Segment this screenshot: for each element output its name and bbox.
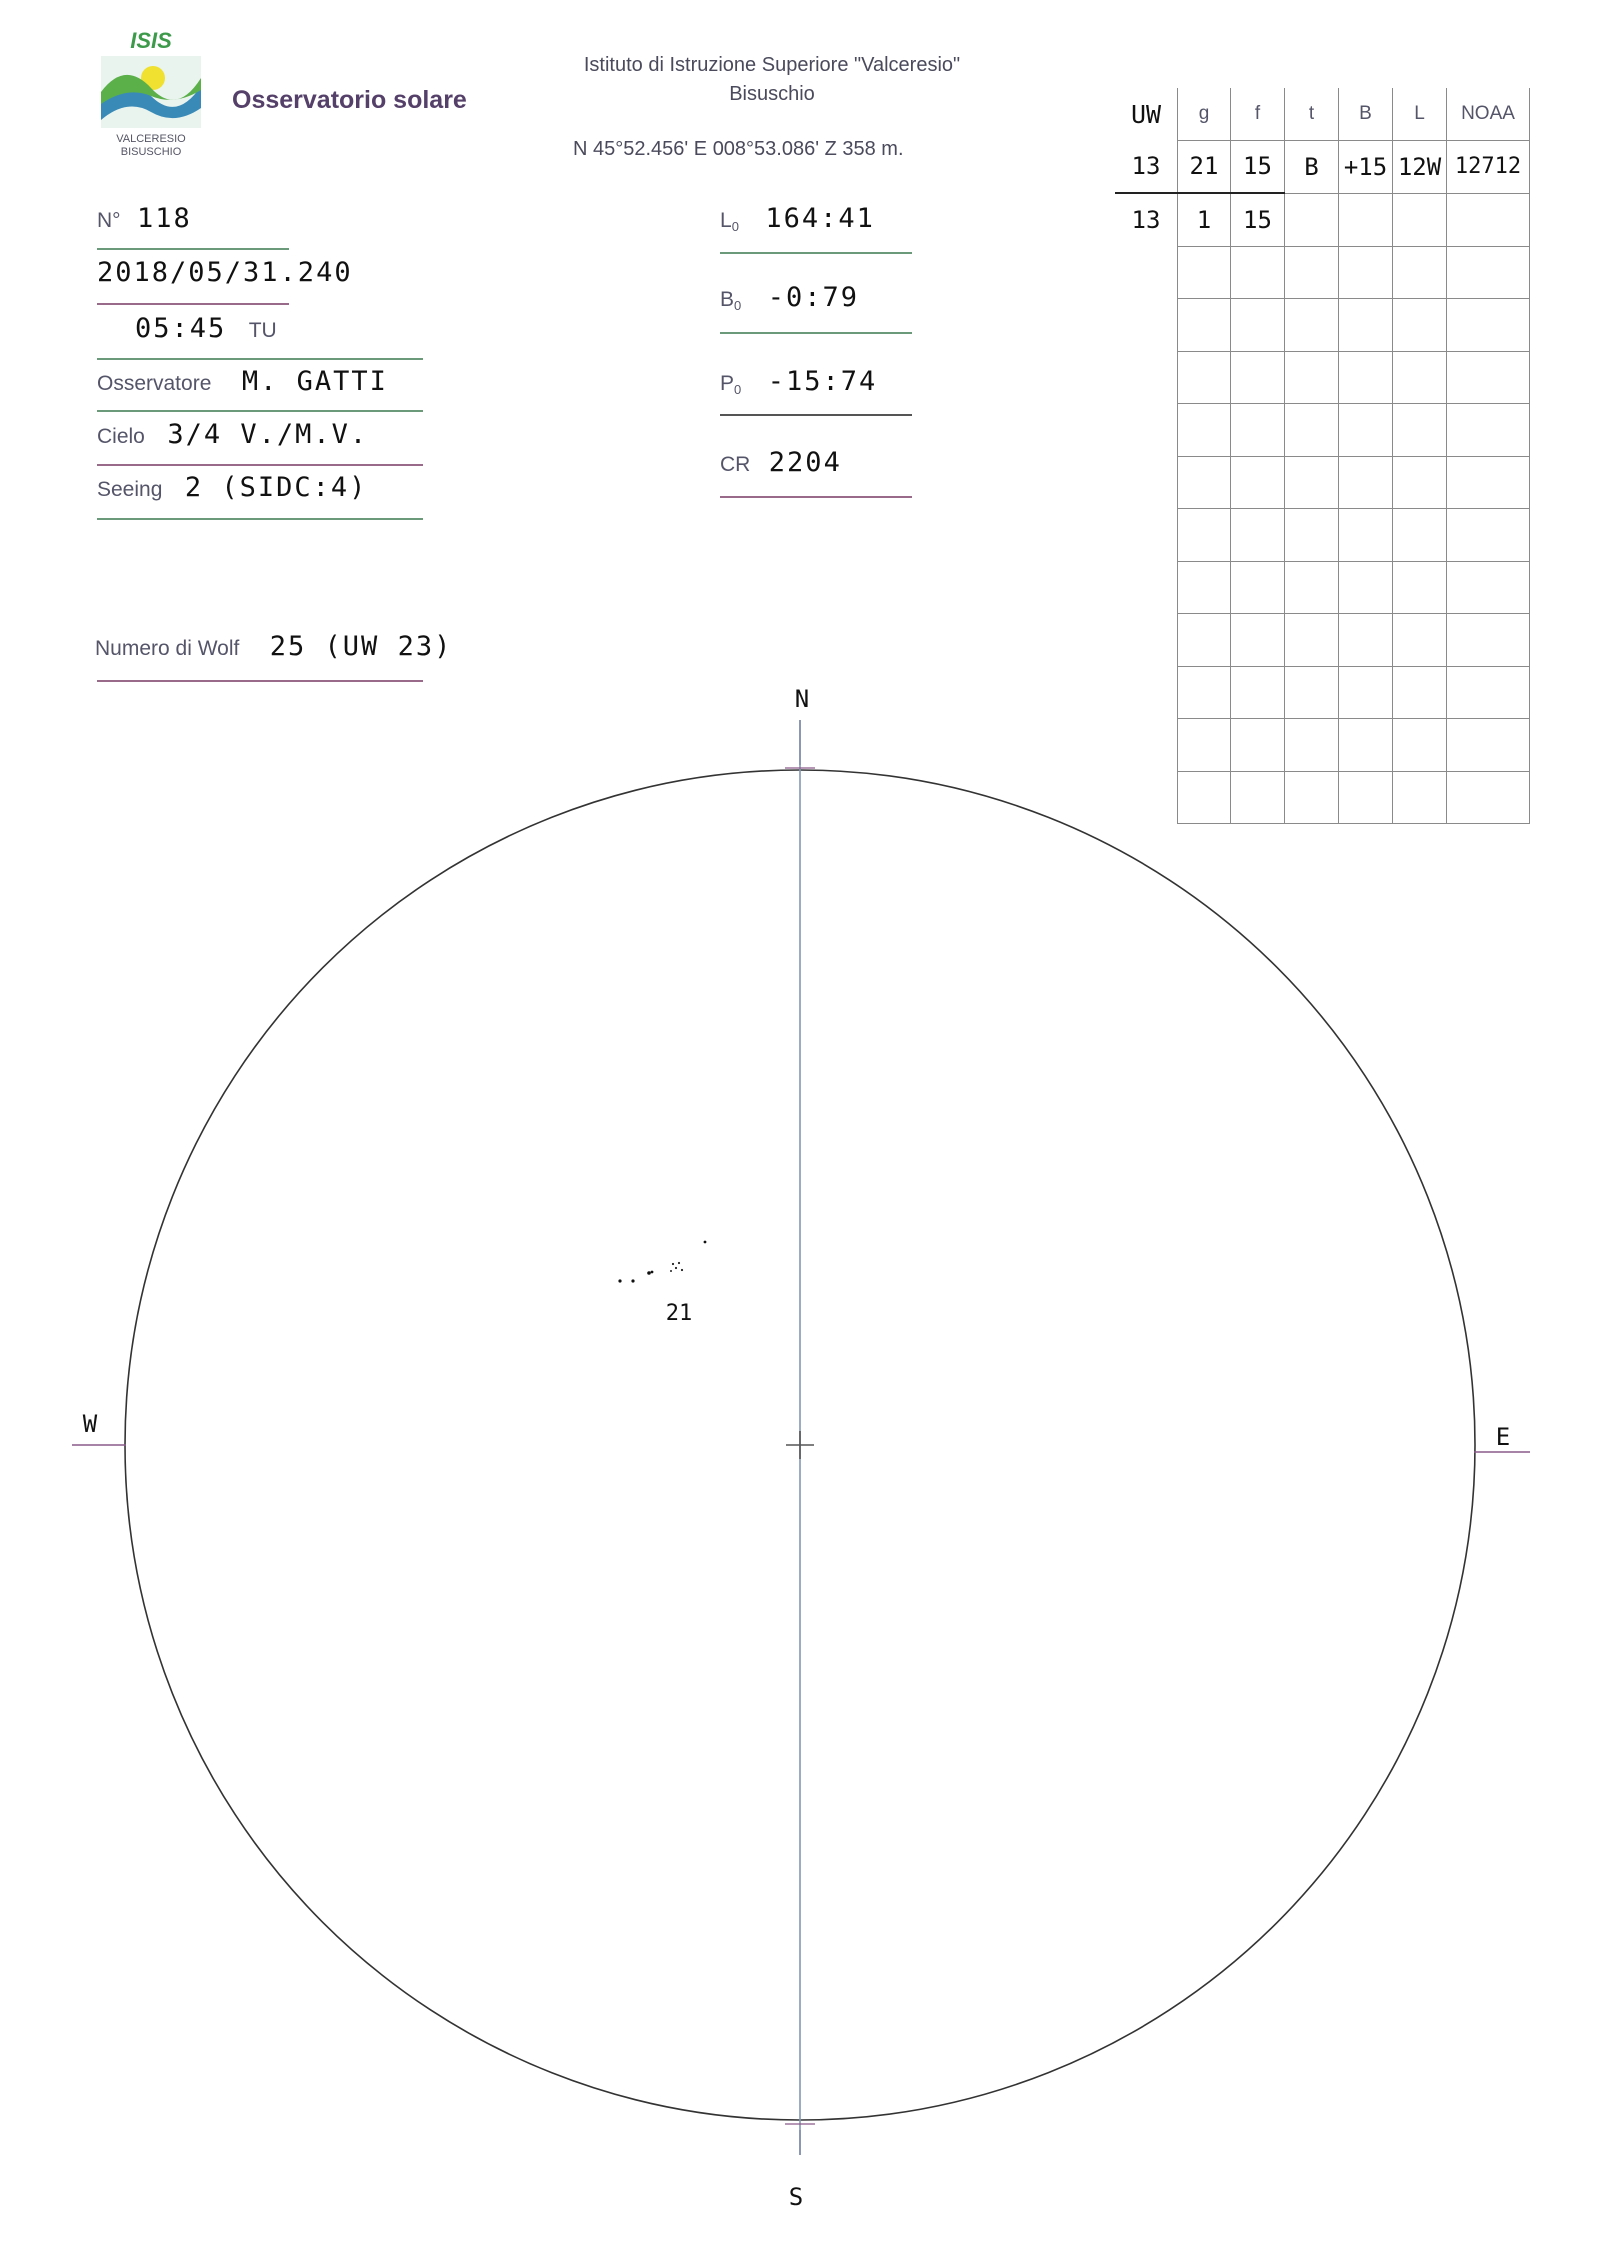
- p0-subscript: 0: [734, 382, 742, 398]
- logo-caption-1: VALCERESIO: [116, 133, 186, 145]
- sunspot-group-21: [618, 1241, 706, 1326]
- header-g: g: [1178, 88, 1231, 140]
- b0-value: -0:79: [767, 282, 859, 313]
- time-unit: TU: [248, 319, 277, 342]
- south-label: S: [788, 2183, 804, 2211]
- seeing-label: Seeing: [97, 478, 163, 501]
- p0-label: P: [720, 372, 735, 395]
- wolf-label: Numero di Wolf: [95, 637, 240, 660]
- header-l: L: [1393, 88, 1447, 140]
- observation-date: 2018/05/31.240: [97, 257, 353, 288]
- cell-f: 15: [1231, 193, 1285, 246]
- school-town: Bisuschio: [729, 83, 815, 105]
- observer-label: Osservatore: [97, 372, 212, 395]
- cell-l: 12W: [1393, 140, 1447, 193]
- sunspot: [618, 1279, 621, 1282]
- observation-number: 118: [137, 203, 192, 234]
- cell-uw: 13: [1131, 206, 1161, 234]
- north-label: N: [794, 685, 810, 713]
- cell-g: 21: [1178, 140, 1231, 193]
- cell-b: +15: [1339, 140, 1393, 193]
- seeing-value: 2 (SIDC:4): [184, 472, 368, 503]
- b0-subscript: 0: [734, 298, 742, 314]
- logo-caption-2: BISUSCHIO: [120, 146, 182, 158]
- header-noaa: NOAA: [1447, 88, 1530, 140]
- sunspot-group-label: 21: [665, 1301, 693, 1326]
- cr-label: CR: [720, 453, 751, 476]
- school-name: Istituto di Istruzione Superiore "Valceresio": [583, 54, 961, 76]
- cell-noaa: 12712: [1447, 140, 1530, 193]
- sunspot: [678, 1262, 680, 1264]
- header-t: t: [1285, 88, 1339, 140]
- l0-subscript: 0: [731, 219, 739, 235]
- l0-label: L: [720, 209, 732, 232]
- sunspot: [681, 1269, 683, 1271]
- sky-label: Cielo: [97, 425, 145, 448]
- sunspot: [672, 1263, 674, 1265]
- east-label: E: [1495, 1423, 1511, 1451]
- sunspot: [675, 1267, 677, 1269]
- logo-text: ISIS: [130, 30, 172, 53]
- cr-value: 2204: [768, 447, 842, 478]
- observatory-title: Osservatorio solare: [232, 86, 467, 114]
- west-label: W: [82, 1410, 98, 1438]
- observer-name: M. GATTI: [241, 366, 388, 397]
- sunspot: [670, 1270, 672, 1272]
- l0-value: 164:41: [765, 203, 875, 234]
- cell-f: 15: [1231, 140, 1285, 193]
- sunspot: [704, 1241, 707, 1244]
- observation-time: 05:45: [135, 313, 227, 344]
- sunspot: [651, 1271, 654, 1274]
- sky-value: 3/4 V./M.V.: [167, 419, 369, 450]
- observatory-coordinates: N 45°52.456' E 008°53.086' Z 358 m.: [573, 138, 904, 160]
- header-b: B: [1339, 88, 1393, 140]
- wolf-value: 25 (UW 23): [269, 631, 453, 662]
- p0-value: -15:74: [767, 366, 878, 397]
- sunspot: [631, 1279, 634, 1282]
- b0-label: B: [720, 288, 735, 311]
- cell-t: B: [1285, 140, 1339, 193]
- number-label: N°: [97, 209, 121, 232]
- header-f: f: [1231, 88, 1285, 140]
- cell-uw: 13: [1115, 140, 1178, 193]
- cell-g: 1: [1178, 193, 1231, 246]
- sunspot: [647, 1271, 651, 1275]
- header-uw: UW: [1130, 99, 1162, 129]
